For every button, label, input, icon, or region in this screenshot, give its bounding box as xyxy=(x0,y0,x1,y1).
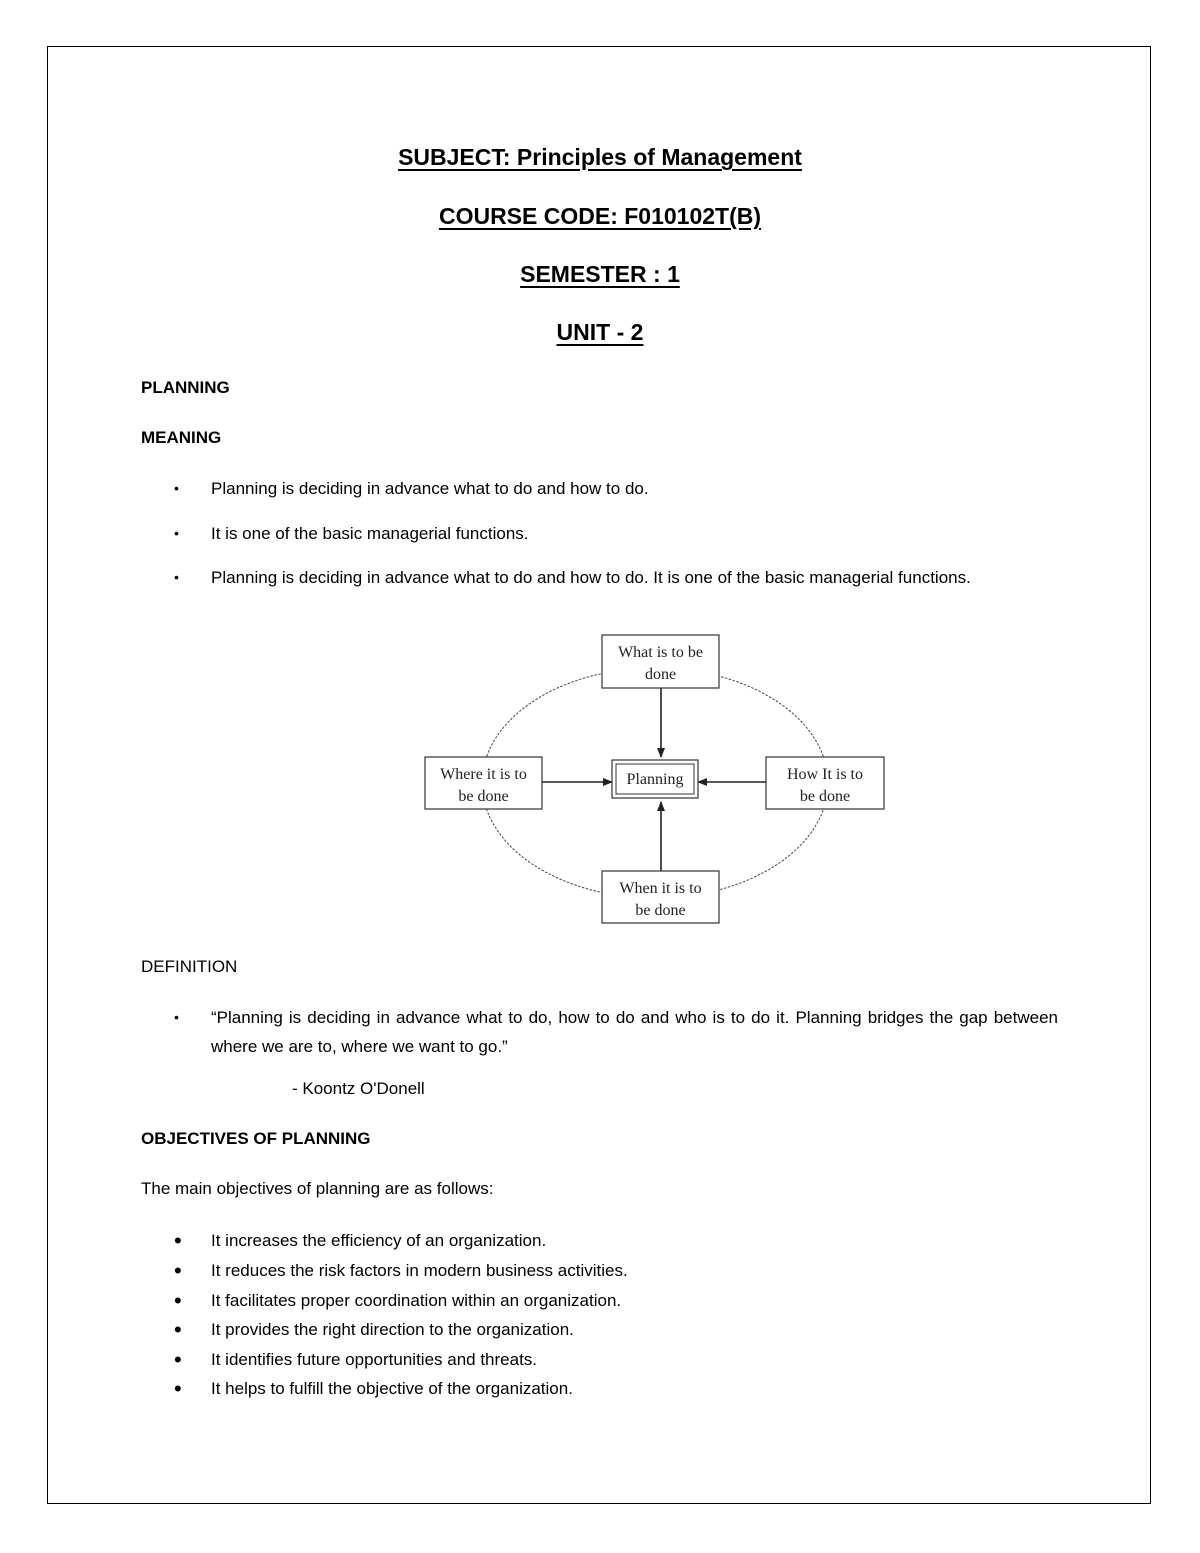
objective-item xyxy=(174,1315,1058,1344)
box-how-line2: be done xyxy=(799,788,851,805)
meaning-bullet xyxy=(174,474,1058,503)
objective-item xyxy=(174,1226,1058,1255)
bullet-marker: • xyxy=(174,1376,182,1401)
box-what-line1: What is to be xyxy=(618,644,703,661)
box-what-line2: done xyxy=(644,666,677,683)
meaning-bullet xyxy=(174,519,1058,548)
objectives-heading: OBJECTIVES OF PLANNING xyxy=(141,1129,371,1148)
box-what xyxy=(602,635,719,688)
objective-text: It helps to fulfill the objective of the organization. xyxy=(211,1379,573,1398)
meaning-bullet xyxy=(174,563,1058,592)
objective-item xyxy=(174,1345,1058,1374)
box-planning-label: Planning xyxy=(626,771,684,788)
box-how-line1: How It is to xyxy=(787,766,863,783)
definition-author: - Koontz O'Donell xyxy=(292,1079,425,1098)
bullet-marker: • xyxy=(174,569,179,585)
bullet-marker: • xyxy=(174,1317,182,1342)
objective-item xyxy=(174,1374,1058,1403)
unit-title: UNIT - 2 xyxy=(556,319,644,345)
objective-text: It provides the right direction to the organization. xyxy=(211,1320,574,1339)
planning-diagram xyxy=(415,630,895,930)
bullet-text: Planning is deciding in advance what to do and how to do. xyxy=(211,479,649,498)
objective-text: It facilitates proper coordination within an organization. xyxy=(211,1291,622,1310)
semester: SEMESTER : 1 xyxy=(520,261,680,287)
bullet-marker: • xyxy=(174,1347,182,1372)
bullet-text: Planning is deciding in advance what to do and how to do. It is one of the basic managerial functions. xyxy=(211,568,971,587)
box-when-line1: When it is to xyxy=(619,880,702,897)
definition-bullet xyxy=(174,1003,1058,1061)
objective-item xyxy=(174,1256,1058,1285)
box-how xyxy=(766,757,884,809)
box-where xyxy=(425,757,542,809)
definition-heading: DEFINITION xyxy=(141,957,238,976)
subject-title: SUBJECT: Principles of Management xyxy=(398,144,802,170)
box-where-line2: be done xyxy=(458,788,509,805)
objective-text: It increases the efficiency of an organization. xyxy=(211,1231,547,1250)
bullet-marker: • xyxy=(174,1288,182,1313)
definition-quote: “Planning is deciding in advance what to do, how to do and who is to do it. Planning bridges the gap between where we are to, where we want to go.” xyxy=(211,1008,1058,1056)
box-where-line1: Where it is to xyxy=(440,766,527,783)
bullet-marker: • xyxy=(174,1228,182,1253)
course-code: COURSE CODE: F010102T(B) xyxy=(438,203,762,229)
bullet-marker: • xyxy=(174,1258,182,1283)
bullet-marker: • xyxy=(174,525,179,541)
objectives-intro: The main objectives of planning are as follows: xyxy=(141,1179,494,1198)
box-when-line2: be done xyxy=(635,902,686,919)
planning-heading: PLANNING xyxy=(141,378,230,397)
box-when xyxy=(602,871,719,923)
bullet-marker: • xyxy=(174,480,179,496)
objective-text: It identifies future opportunities and threats. xyxy=(211,1350,538,1369)
bullet-text: It is one of the basic managerial functions. xyxy=(211,524,529,543)
meaning-heading: MEANING xyxy=(141,428,222,447)
bullet-marker: • xyxy=(174,1009,179,1025)
objective-text: It reduces the risk factors in modern business activities. xyxy=(211,1261,628,1280)
objective-item xyxy=(174,1286,1058,1315)
box-planning xyxy=(612,760,698,798)
